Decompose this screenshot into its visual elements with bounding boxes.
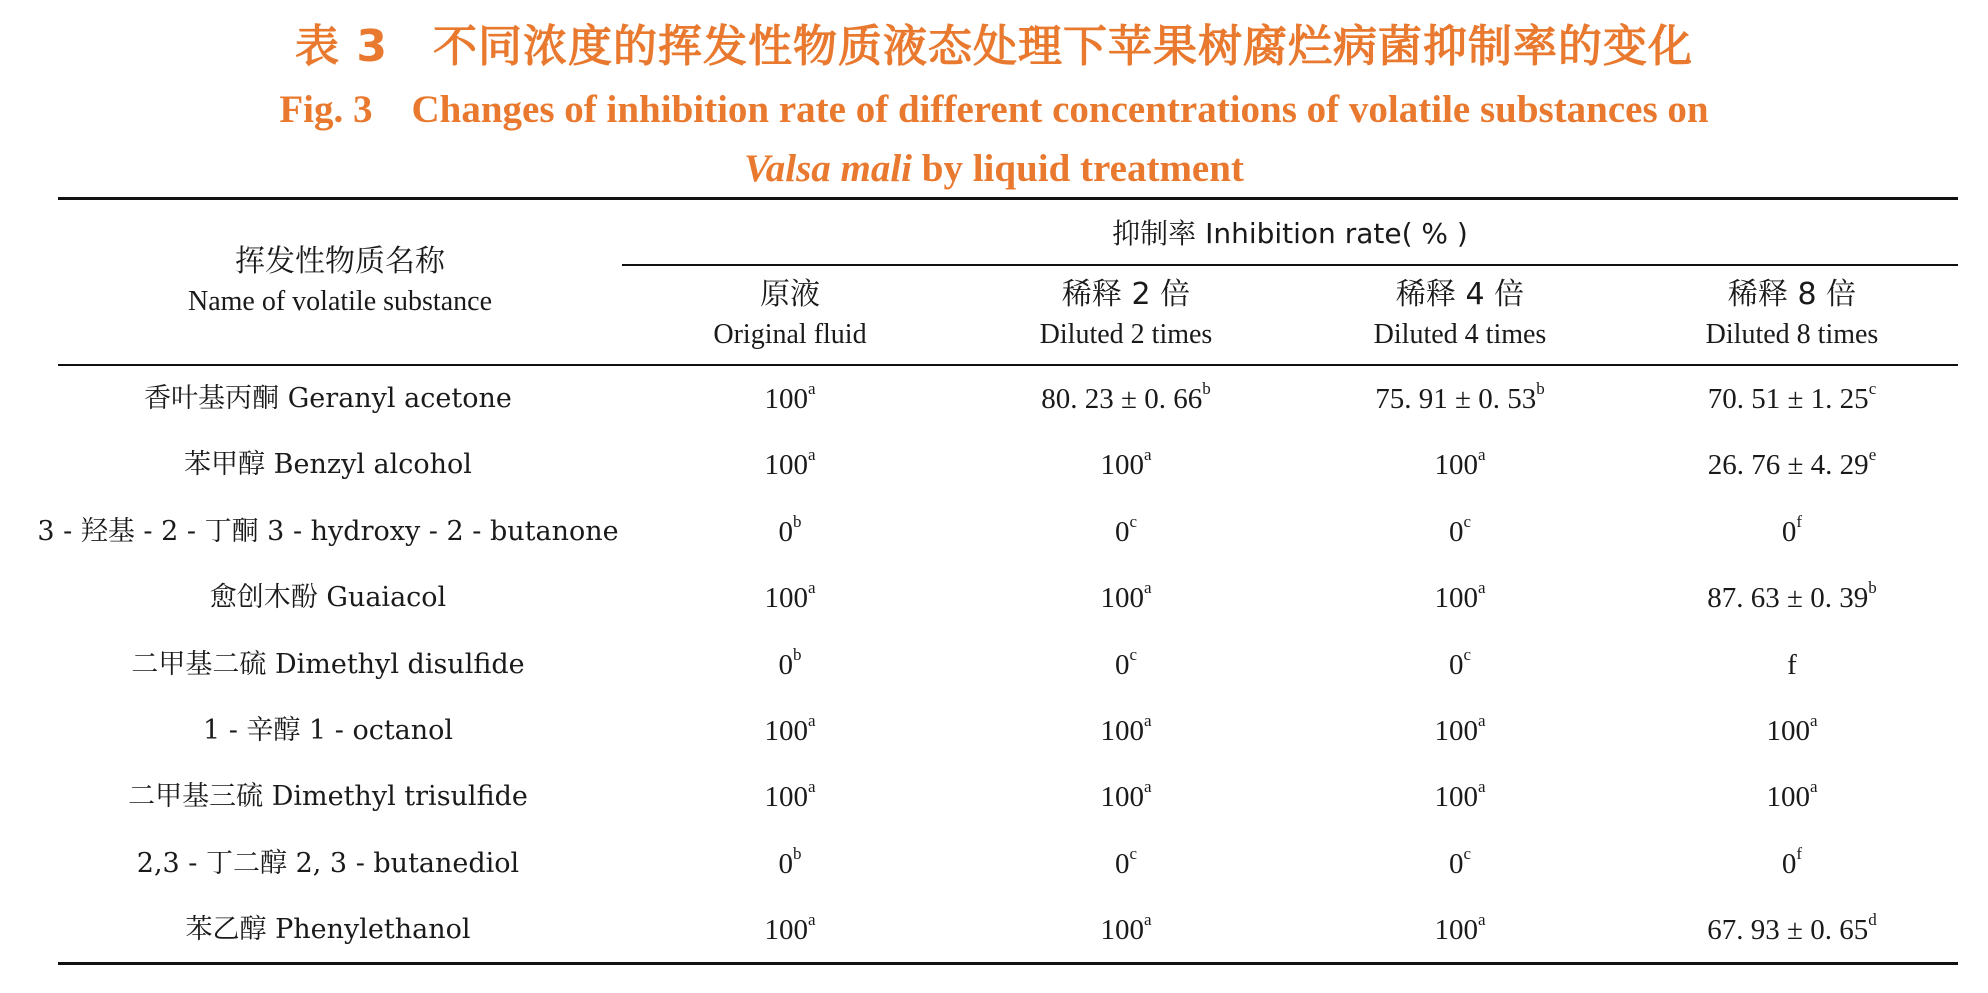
inhibition-rate-cell	[958, 366, 1294, 432]
rate-value: 0	[778, 847, 793, 880]
significance-letter: a	[1143, 777, 1152, 797]
table-row	[0, 698, 1988, 764]
significance-letter: a	[1477, 711, 1486, 730]
rate-value: 100	[1434, 914, 1478, 947]
rate-value: 100	[764, 914, 808, 947]
rate-value: 0	[1781, 515, 1797, 548]
inhibition-rate-cell	[958, 831, 1294, 897]
column-header-diluted-8-en: Diluted 8 times	[1705, 319, 1879, 350]
significance-letter: b	[1536, 379, 1545, 398]
substance-name-cell: 二甲基二硫 Dimethyl disulfide	[131, 648, 525, 680]
table-row	[0, 632, 1988, 698]
inhibition-rate-cell	[1294, 698, 1626, 764]
inhibition-rate-cell	[958, 698, 1294, 764]
rate-value: 87. 63 ± 0. 39	[1707, 582, 1869, 615]
inhibition-rate-cell	[1294, 565, 1626, 631]
inhibition-rate-cell	[622, 565, 958, 631]
inhibition-rate-cell	[1626, 565, 1958, 631]
table-caption-en-line2	[0, 146, 1988, 191]
significance-letter: a	[1143, 910, 1152, 930]
significance-letter: f	[1796, 511, 1803, 531]
significance-letter: a	[1477, 578, 1486, 598]
table-caption-cn: 表 3 不同浓度的挥发性物质液态处理下苹果树腐烂病菌抑制率的变化	[295, 21, 1693, 72]
column-header-diluted-8	[1626, 275, 1958, 355]
table-top-rule	[58, 197, 1958, 200]
column-header-diluted-2	[958, 275, 1294, 355]
inhibition-rate-cell	[1294, 499, 1626, 565]
inhibition-rate-cell	[1294, 632, 1626, 698]
significance-letter: c	[1463, 644, 1472, 664]
inhibition-rate-cell	[1294, 897, 1626, 963]
inhibition-rate-cell	[1294, 764, 1626, 830]
significance-letter: f	[1796, 843, 1803, 863]
substance-name-cell: 愈创木酚 Guaiacol	[209, 582, 447, 614]
table-caption-en-line1: Fig. 3 Changes of inhibition rate of different concentrations of volatile substances on	[279, 88, 1709, 131]
table-row	[0, 764, 1988, 830]
column-header-diluted-4	[1294, 275, 1626, 355]
inhibition-rate-cell	[1626, 499, 1958, 565]
significance-letter: a	[807, 910, 816, 930]
rate-value: 100	[764, 383, 808, 415]
table-row	[0, 831, 1988, 897]
significance-letter: b	[793, 511, 802, 531]
rate-value: 100	[1100, 449, 1144, 482]
inhibition-rate-cell	[958, 632, 1294, 698]
inhibition-rate-cell	[1626, 432, 1958, 498]
rate-value: 100	[764, 781, 808, 814]
species-name: Valsa mali	[744, 147, 913, 190]
column-group-header: 抑制率 Inhibition rate( % )	[1112, 217, 1468, 250]
significance-letter: a	[1143, 578, 1152, 598]
rate-value: 100	[1766, 781, 1810, 814]
substance-name-cell: 1 - 辛醇 1 - octanol	[202, 715, 454, 746]
significance-letter: a	[1143, 445, 1152, 465]
table-row	[0, 432, 1988, 498]
column-header-original-en: Original fluid	[713, 319, 867, 350]
rate-value: 70. 51 ± 1. 25	[1707, 383, 1869, 415]
significance-letter: a	[1143, 711, 1152, 730]
rate-value: 0	[778, 648, 793, 681]
substance-name-cell: 3 - 羟基 - 2 - 丁酮 3 - hydroxy - 2 - butanone	[37, 515, 619, 547]
inhibition-rate-cell	[622, 831, 958, 897]
substance-name-cell: 苯乙醇 Phenylethanol	[185, 914, 471, 946]
rate-value: 0	[1448, 648, 1464, 681]
inhibition-rate-cell	[1294, 831, 1626, 897]
significance-letter: a	[807, 445, 816, 465]
significance-letter: a	[1809, 777, 1818, 797]
inhibition-rate-cell	[622, 897, 958, 963]
inhibition-rate-cell	[1626, 764, 1958, 830]
column-header-substance	[58, 242, 622, 322]
inhibition-rate-cell	[958, 432, 1294, 498]
significance-letter: b	[793, 843, 802, 863]
inhibition-rate-cell	[1626, 632, 1958, 698]
table-row	[0, 565, 1988, 631]
substance-name-cell: 二甲基三硫 Dimethyl trisulfide	[128, 781, 528, 813]
group-header-rule	[622, 264, 1958, 266]
significance-letter: c	[1129, 843, 1138, 863]
significance-letter: c	[1463, 843, 1472, 863]
inhibition-rate-cell	[622, 366, 958, 432]
inhibition-rate-cell	[1626, 366, 1958, 432]
rate-value: 100	[764, 715, 808, 747]
inhibition-rate-cell	[958, 764, 1294, 830]
rate-value: 100	[1100, 914, 1144, 947]
inhibition-rate-cell	[1294, 432, 1626, 498]
column-header-original-cn: 原液	[760, 277, 820, 312]
inhibition-rate-cell	[622, 764, 958, 830]
column-header-original	[622, 275, 958, 355]
column-header-substance-en: Name of volatile substance	[187, 286, 492, 317]
significance-letter: a	[807, 578, 816, 598]
significance-letter: c	[1129, 644, 1138, 664]
table-row	[0, 499, 1988, 565]
column-header-diluted-8-cn: 稀释 8 倍	[1727, 277, 1857, 312]
rate-value: 100	[1434, 449, 1478, 482]
significance-letter: c	[1129, 511, 1138, 531]
caption-en-line2-rest: by liquid treatment	[912, 147, 1244, 190]
inhibition-rate-cell	[958, 499, 1294, 565]
significance-letter: b	[793, 644, 802, 664]
significance-letter: b	[1868, 578, 1877, 598]
significance-letter: a	[807, 379, 816, 398]
inhibition-rate-cell	[622, 432, 958, 498]
significance-letter: e	[1868, 445, 1877, 465]
rate-value: 26. 76 ± 4. 29	[1707, 449, 1869, 482]
inhibition-rate-cell	[1626, 698, 1958, 764]
substance-name-cell: 苯甲醇 Benzyl alcohol	[184, 449, 472, 481]
inhibition-rate-cell	[958, 897, 1294, 963]
column-header-diluted-4-en: Diluted 4 times	[1373, 319, 1547, 350]
rate-value: 0	[1114, 847, 1130, 880]
rate-value: 0	[1448, 847, 1464, 880]
significance-letter: b	[1202, 379, 1211, 398]
rate-value: f	[1787, 648, 1797, 681]
rate-value: 67. 93 ± 0. 65	[1707, 914, 1869, 947]
rate-value: 100	[1434, 781, 1478, 814]
rate-value: 100	[1434, 582, 1478, 615]
table-row	[0, 366, 1988, 432]
rate-value: 80. 23 ± 0. 66	[1041, 383, 1203, 415]
column-header-substance-cn: 挥发性物质名称	[235, 244, 445, 279]
rate-value: 0	[1448, 515, 1464, 548]
column-header-diluted-2-cn: 稀释 2 倍	[1061, 277, 1191, 312]
rate-value: 100	[1100, 715, 1144, 747]
table-row	[0, 897, 1988, 963]
substance-name-cell: 2,3 - 丁二醇 2, 3 - butanediol	[136, 847, 520, 879]
inhibition-rate-cell	[1294, 366, 1626, 432]
significance-letter: a	[807, 711, 816, 730]
inhibition-rate-cell	[622, 698, 958, 764]
rate-value: 0	[1114, 648, 1130, 681]
rate-value: 0	[778, 515, 793, 548]
significance-letter: a	[807, 777, 816, 797]
significance-letter: a	[1809, 711, 1818, 730]
significance-letter: a	[1477, 445, 1486, 465]
rate-value: 100	[764, 449, 808, 482]
inhibition-rate-cell	[622, 632, 958, 698]
rate-value: 100	[764, 582, 808, 615]
rate-value: 0	[1781, 847, 1797, 880]
column-header-diluted-4-cn: 稀释 4 倍	[1395, 277, 1525, 312]
rate-value: 100	[1100, 781, 1144, 814]
significance-letter: c	[1868, 379, 1877, 398]
inhibition-rate-cell	[958, 565, 1294, 631]
rate-value: 100	[1766, 715, 1810, 747]
substance-name-cell: 香叶基丙酮 Geranyl acetone	[144, 383, 512, 414]
column-header-diluted-2-en: Diluted 2 times	[1039, 319, 1213, 350]
inhibition-rate-cell	[1626, 831, 1958, 897]
rate-value: 75. 91 ± 0. 53	[1375, 383, 1537, 415]
inhibition-rate-cell	[622, 499, 958, 565]
significance-letter: c	[1463, 511, 1472, 531]
significance-letter: a	[1477, 910, 1486, 930]
significance-letter: d	[1868, 910, 1877, 930]
rate-value: 100	[1100, 582, 1144, 615]
rate-value: 0	[1114, 515, 1130, 548]
inhibition-rate-cell	[1626, 897, 1958, 963]
rate-value: 100	[1434, 715, 1478, 747]
significance-letter: a	[1477, 777, 1486, 797]
